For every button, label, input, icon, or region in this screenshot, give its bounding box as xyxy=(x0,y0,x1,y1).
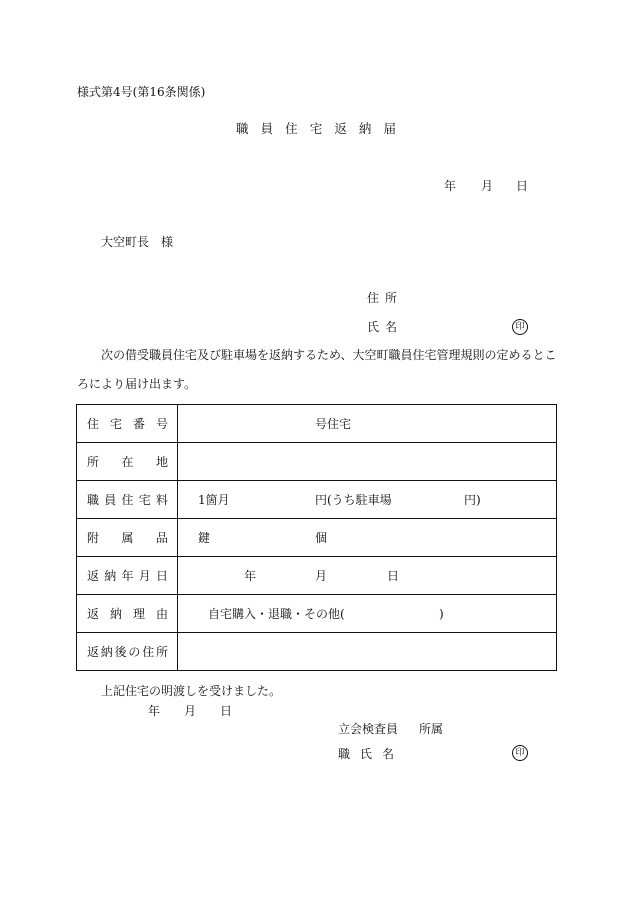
table-row-accessories xyxy=(77,519,557,557)
accessory-key: 鍵 xyxy=(198,531,211,545)
field-rent[interactable] xyxy=(178,481,557,519)
field-return-date[interactable] xyxy=(178,557,557,595)
return-form-table xyxy=(76,404,557,671)
accessory-count: 個 xyxy=(315,531,328,545)
return-date-month: 月 xyxy=(315,569,328,583)
date-day-label: 日 xyxy=(516,179,529,193)
label-house-number: 住 宅 番 号 xyxy=(77,405,178,443)
return-reason-options: 自宅購入・退職・その他( xyxy=(208,607,345,621)
inspector-name-label: 職 氏 名 xyxy=(338,747,394,761)
return-reason-close: ) xyxy=(439,607,444,621)
field-location[interactable] xyxy=(178,443,557,481)
inspector-label: 立会検査員 xyxy=(338,722,399,736)
label-address-after: 返 納 後 の 住 所 xyxy=(77,633,178,671)
form-id: 様式第4号(第16条関係) xyxy=(77,85,206,99)
body-text-line-1: 次の借受職員住宅及び駐車場を返納するため、大空町職員住宅管理規則の定めるとこ xyxy=(101,348,557,362)
field-house-number[interactable] xyxy=(178,405,557,443)
label-location: 所 在 地 xyxy=(77,443,178,481)
rent-yen-close: 円) xyxy=(464,493,481,507)
table-row-address-after xyxy=(77,633,557,671)
label-return-date: 返 納 年 月 日 xyxy=(77,557,178,595)
applicant-name-label: 氏 名 xyxy=(367,320,397,334)
inspector-seal-icon: 印 xyxy=(512,745,528,761)
date-year-label: 年 xyxy=(444,179,457,193)
return-date-day: 日 xyxy=(387,569,400,583)
addressee: 大空町長 様 xyxy=(101,235,174,249)
document-title: 職 員 住 宅 返 納 届 xyxy=(236,121,396,136)
confirmation-day: 日 xyxy=(220,704,233,718)
affiliation-label: 所属 xyxy=(419,722,444,736)
label-accessories: 附 属 品 xyxy=(77,519,178,557)
rent-yen-parking: 円(うち駐車場 xyxy=(315,493,392,507)
table-row-house-number xyxy=(77,405,557,443)
return-date-year: 年 xyxy=(244,569,257,583)
house-number-suffix: 号住宅 xyxy=(315,417,352,431)
confirmation-text: 上記住宅の明渡しを受けました。 xyxy=(101,684,282,698)
table-row-location xyxy=(77,443,557,481)
confirmation-year: 年 xyxy=(148,704,161,718)
label-rent: 職 員 住 宅 料 xyxy=(77,481,178,519)
field-return-reason[interactable] xyxy=(178,595,557,633)
applicant-address-label: 住 所 xyxy=(367,291,397,305)
seal-icon: 印 xyxy=(512,319,528,335)
table-row-return-date xyxy=(77,557,557,595)
label-return-reason: 返 納 理 由 xyxy=(77,595,178,633)
date-month-label: 月 xyxy=(481,179,494,193)
body-text-line-2: ろにより届け出ます。 xyxy=(77,377,197,391)
field-address-after[interactable] xyxy=(178,633,557,671)
table-row-return-reason xyxy=(77,595,557,633)
confirmation-month: 月 xyxy=(184,704,197,718)
table-row-rent xyxy=(77,481,557,519)
rent-per-month: 1箇月 xyxy=(198,493,230,507)
field-accessories[interactable] xyxy=(178,519,557,557)
